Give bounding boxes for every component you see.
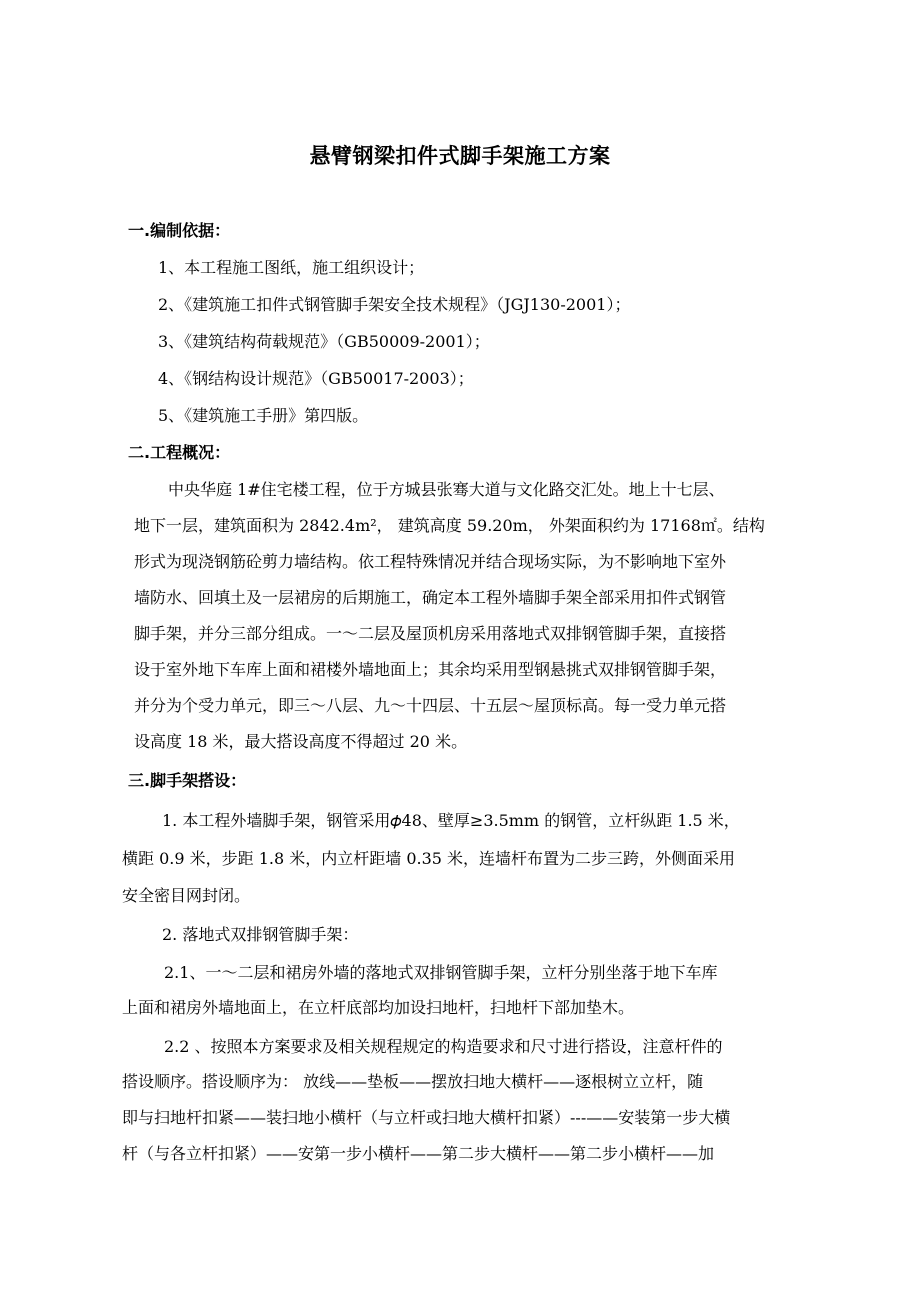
section1-item: 3、《建筑结构荷载规范》（GB50009-2001）； [158, 332, 490, 351]
section1-item: 1、本工程施工图纸，施工组织设计； [158, 258, 425, 277]
section2-line: 中央华庭 1#住宅楼工程，位于方城县张骞大道与文化路交汇处。地上十七层、 [168, 480, 725, 499]
section2-line: 墙防水、回填土及一层裙房的后期施工，确定本工程外墙脚手架全部采用扣件式钢管 [134, 588, 727, 607]
section3-p1-line: 1. 本工程外墙脚手架，钢管采用𝜙48、壁厚≥3.5mm 的钢管，立杆纵距 1.5 米， [162, 811, 740, 830]
section1-item: 2、《建筑施工扣件式钢管脚手架安全技术规程》（JGJ130-2001）； [158, 295, 631, 314]
section1-heading: 一.编制依据： [128, 221, 231, 240]
section2-line: 设于室外地下车库上面和裙楼外墙地面上；其余均采用型钢悬挑式双排钢管脚手架， [134, 660, 727, 679]
section1-item: 4、《钢结构设计规范》（GB50017-2003）； [158, 369, 474, 388]
section1-item: 5、《建筑施工手册》第四版。 [158, 406, 369, 425]
section2-line: 地下一层，建筑面积为 2842.4m²， 建筑高度 59.20m， 外架面积约为 17168㎡。结构 [134, 516, 765, 535]
section3-p1-line: 横距 0.9 米，步距 1.8 米，内立杆距墙 0.35 米，连墙杆布置为二步三跨，外侧面采用 [122, 849, 736, 868]
section3-heading: 三.脚手架搭设： [128, 771, 247, 790]
section2-heading: 二.工程概况： [128, 443, 231, 462]
section3-p2: 2. 落地式双排钢管脚手架： [162, 925, 359, 944]
section2-line: 脚手架，并分三部分组成。一～二层及屋顶机房采用落地式双排钢管脚手架，直接搭 [134, 624, 727, 643]
section3-p22-line: 2.2 、按照本方案要求及相关规程规定的构造要求和尺寸进行搭设，注意杆件的 [164, 1037, 723, 1056]
section3-p1-line: 安全密目网封闭。 [122, 886, 251, 905]
section2-line: 形式为现浇钢筋砼剪力墙结构。依工程特殊情况并结合现场实际，为不影响地下室外 [134, 552, 727, 571]
section3-p21-line: 上面和裙房外墙地面上，在立杆底部均加设扫地杆，扫地杆下部加垫木。 [122, 998, 635, 1017]
section2-line: 并分为个受力单元，即三～八层、九～十四层、十五层～屋顶标高。每一受力单元搭 [134, 696, 727, 715]
section3-p22-line: 即与扫地杆扣紧——装扫地小横杆（与立杆或扫地大横杆扣紧）---——安装第一步大横 [122, 1108, 731, 1127]
section3-p22-line: 搭设顺序。搭设顺序为： 放线——垫板——摆放扫地大横杆——逐根树立立杆，随 [122, 1072, 704, 1091]
section2-line: 设高度 18 米，最大搭设高度不得超过 20 米。 [134, 732, 468, 751]
document-title: 悬臂钢梁扣件式脚手架施工方案 [309, 144, 611, 168]
section3-p22-line: 杆（与各立杆扣紧）——安第一步小横杆——第二步大横杆——第二步小横杆——加 [122, 1144, 715, 1163]
section3-p21-line: 2.1、一～二层和裙房外墙的落地式双排钢管脚手架，立杆分别坐落于地下车库 [164, 963, 718, 982]
